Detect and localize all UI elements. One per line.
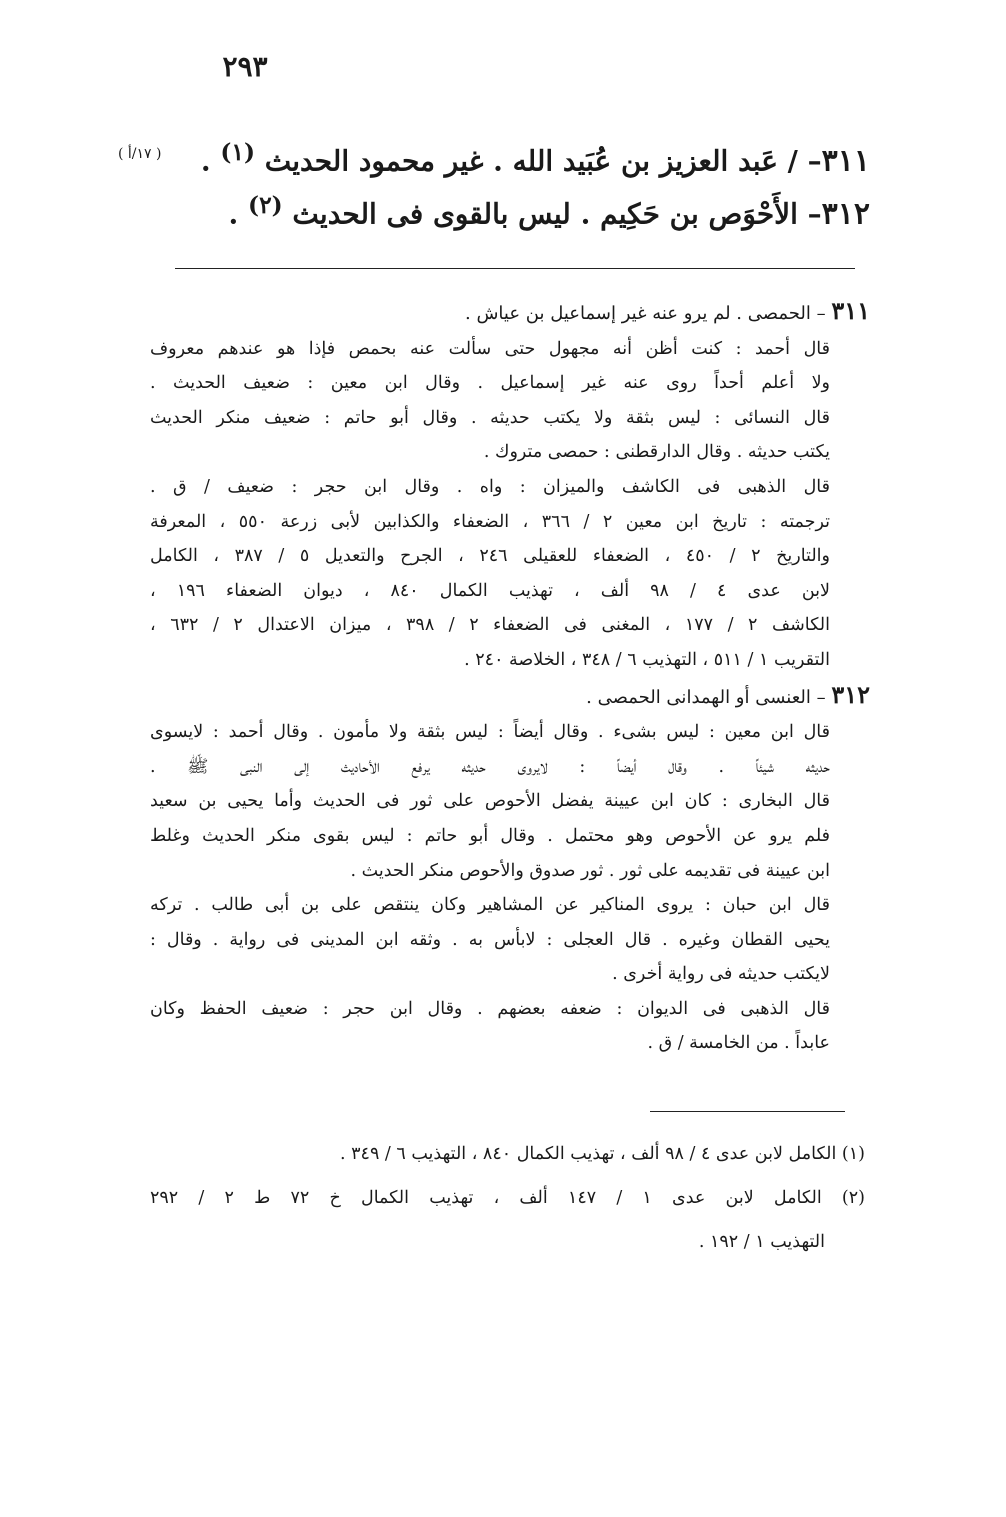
page-number: ٢٩٣ (222, 50, 268, 83)
note-line: الكاشف ٢ / ١٧٧ ، المغنى فى الضعفاء ٢ / ٣٩٨ ، ميزان الاعتدال ٢ / ٦٣٢ ، (150, 615, 830, 636)
commentary (150, 294, 870, 1061)
entry-end: . (228, 197, 249, 231)
note-line: قال الذهبى فى الديوان : ضعفه بعضهم . وقال ابن حجر : ضعيف الحفظ وكان (150, 998, 830, 1019)
footnote-ref: (١) (220, 138, 255, 166)
note-number: ٣١١ (831, 296, 870, 325)
folio-marker: ( ١٧/أ ) (118, 146, 162, 162)
note-line: ابن عيينة فى تقديمه على ثور . ثور صدوق والأحوص منكر الحديث . (350, 860, 830, 881)
note-line: ولا أعلم أحداً روى عنه غير إسماعيل . وقال ابن معين : ضعيف الحديث . (150, 373, 830, 394)
note-line: ترجمته : تاريخ ابن معين ٢ / ٣٦٦ ، الضعفاء والكذابين لأبى زرعة ٥٥٠ ، المعرفة (150, 511, 830, 532)
entry-end: . (200, 144, 221, 178)
main-entry-312 (100, 183, 870, 236)
footnote-1: (١) الكامل لابن عدى ٤ / ٩٨ ألف ، تهذيب الكمال ٨٤٠ ، التهذيب ٦ / ٣٤٩ . (340, 1144, 865, 1164)
note-heading-312 (150, 678, 870, 716)
note-line: فلم يرو عن الأحوص وهو محتمل . وقال أبو حاتم : ليس بقوى منكر الحديث وغلط (150, 825, 830, 846)
note-line: قال النسائى : ليس بثقة ولا يكتب حديثه . وقال أبو حاتم : ضعيف منكر الحديث (150, 407, 830, 428)
note-head-text: – العنسى أو الهمدانى الحمصى . (586, 686, 832, 708)
note-line: لايكتب حديثه فى رواية أخرى . (612, 964, 830, 985)
note-number: ٣١٢ (831, 679, 870, 709)
note-heading-311 (150, 294, 870, 332)
divider-line (175, 268, 855, 269)
entry-text: – / عَبد العزيز بن عُبَيد الله . غير محمود الحديث (254, 144, 822, 178)
footnote-divider (650, 1111, 845, 1112)
entry-number: ٣١١ (821, 143, 870, 179)
note-line: قال ابن حبان : يروى المناكير عن المشاهير وكان ينتقص على بن أبى طالب . تركه (150, 895, 830, 916)
note-line: يحيى القطان وغيره . قال العجلى : لابأس به . وثقه ابن المدينى فى رواية . وقال : (150, 929, 830, 950)
note-line: حديثه شيئاً . وقال أيضاً : لايروى حديثه يرفع الأحاديث إلى النبى ﷺ . (150, 756, 830, 777)
note-line: عابداً . من الخامسة / ق . (647, 1033, 830, 1054)
footnotes (150, 1132, 865, 1264)
main-entry-311 (100, 130, 870, 183)
note-line: قال البخارى : كان ابن عيينة يفضل الأحوص على ثور فى الحديث وأما يحيى بن سعيد (150, 791, 830, 812)
note-line: قال أحمد : كنت أظن أنه مجهول حتى سألت عنه بحمص فإذا هو عندهم معروف (150, 338, 830, 359)
note-head-text: – الحمصى . لم يرو عنه غير إسماعيل بن عياش . (465, 303, 832, 324)
footnote-ref: (٢) (248, 191, 283, 220)
note-line: يكتب حديثه . وقال الدارقطنى : حمصى متروك . (483, 442, 830, 463)
entry-text: – الأَحْوَص بن حَكِيم . ليس بالقوى فى الحديث (282, 197, 822, 231)
footnote-2: (٢) الكامل لابن عدى ١ / ١٤٧ ألف ، تهذيب الكمال خ ٧٢ ط ٢ / ٢٩٢ (150, 1188, 865, 1208)
note-line: والتاريخ ٢ / ٤٥٠ ، الضعفاء للعقيلى ٢٤٦ ، الجرح والتعديل ٥ / ٣٨٧ ، الكامل (150, 546, 830, 567)
note-line: لابن عدى ٤ / ٩٨ ألف ، تهذيب الكمال ٨٤٠ ، ديوان الضعفاء ١٩٦ ، (150, 580, 831, 601)
entry-number: ٣١٢ (821, 196, 870, 232)
note-line: قال ابن معين : ليس بشىء . وقال أيضاً : ليس بثقة ولا مأمون . وقال أحمد : لايسوى (150, 722, 830, 743)
footnote-2-continued: التهذيب ١ / ١٩٢ . (698, 1232, 825, 1252)
main-entries (100, 130, 870, 237)
note-line: التقريب ١ / ٥١١ ، التهذيب ٦ / ٣٤٨ ، الخلاصة ٢٤٠ . (464, 649, 830, 670)
note-line: قال الذهبى فى الكاشف والميزان : واه . وقال ابن حجر : ضعيف / ق . (150, 476, 830, 497)
